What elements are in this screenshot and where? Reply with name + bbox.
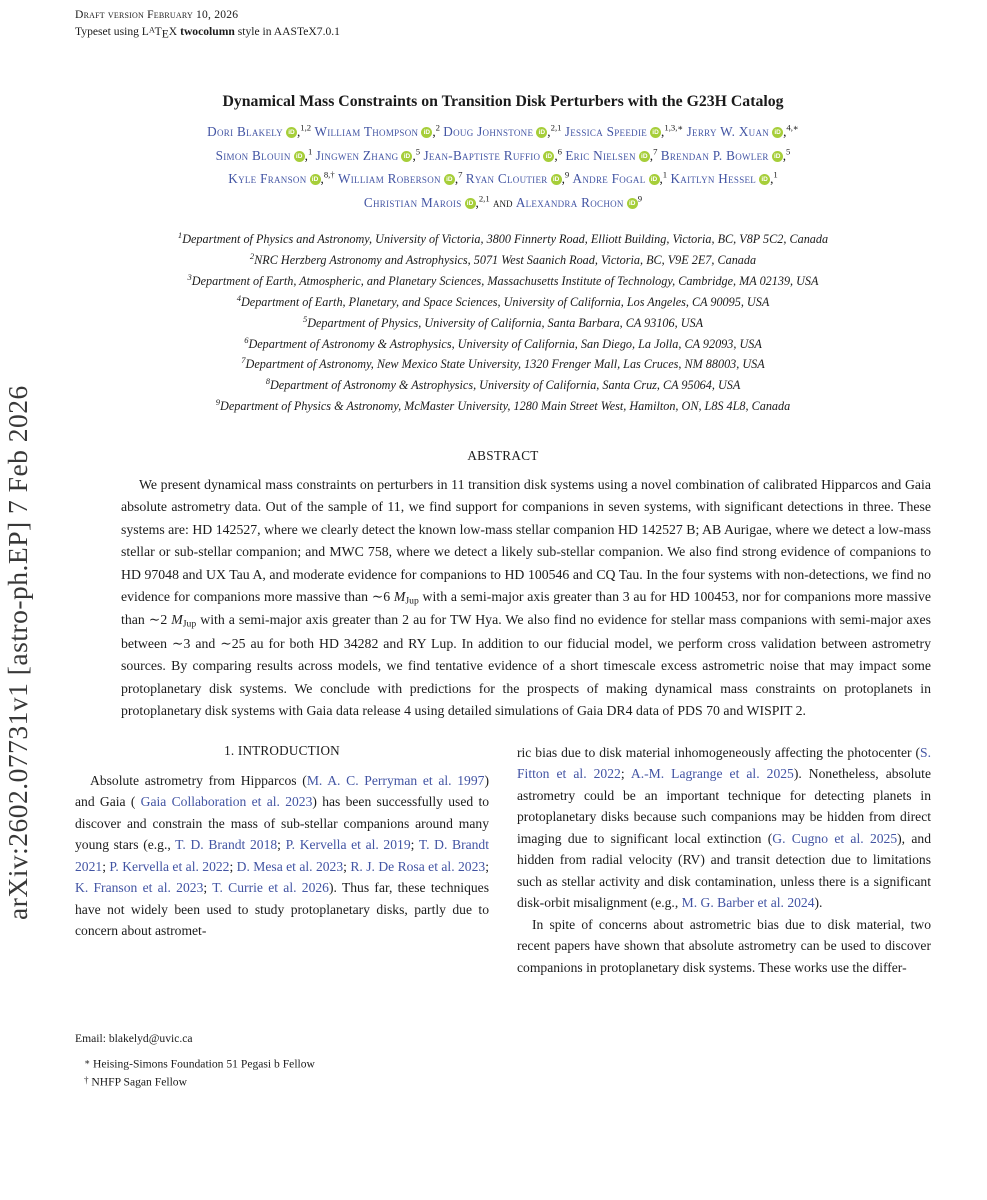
- author-name: Ryan Cloutier: [465, 171, 548, 187]
- author-entry: [443, 124, 561, 139]
- affiliation-item: [75, 375, 931, 396]
- affiliation-number: 1: [177, 230, 183, 241]
- author-name: Jingwen Zhang: [315, 147, 399, 163]
- text-segment: T: [154, 24, 162, 38]
- typeset-line: [75, 24, 931, 43]
- affiliation-number: 6: [244, 334, 249, 345]
- author-separator: ,: [783, 124, 787, 140]
- citation-link[interactable]: T. D. Brandt 2021: [75, 837, 490, 874]
- affiliation-text: NRC Herzberg Astronomy and Astrophysics, 5071 West Saanich Road, Victoria, BC, V9E 2E7, Canada: [254, 253, 757, 268]
- author-entry: [670, 171, 777, 186]
- text-segment: M: [171, 612, 183, 628]
- text-segment: E: [161, 27, 169, 41]
- orcid-icon[interactable]: iD: [650, 127, 661, 138]
- text-segment: ;: [343, 858, 351, 874]
- text-segment: X: [168, 24, 181, 38]
- orcid-icon[interactable]: iD: [639, 151, 650, 162]
- intro-paragraph-2: [517, 914, 931, 979]
- author-name: Kyle Franson: [228, 171, 307, 187]
- author-separator: ,: [782, 147, 786, 163]
- affiliation-item: [75, 292, 931, 313]
- author-affil-sup: 1,3,∗: [664, 123, 684, 134]
- author-list: [75, 120, 931, 214]
- author-name: William Thompson: [314, 124, 419, 140]
- author-affil-sup: 1,2: [300, 123, 312, 134]
- author-entry: [661, 148, 791, 163]
- right-column: [517, 742, 931, 1095]
- author-name: Kaitlyn Hessel: [670, 171, 757, 187]
- text-segment: ). Nonetheless, absolute astrometry could be an important technique for detecting planets in protoplanetary disks because such companions may be hidden from direct imaging due to significant local extinction (: [517, 766, 931, 846]
- text-segment: twocolumn: [180, 24, 235, 38]
- citation-link[interactable]: A.-M. Lagrange et al. 2025: [630, 766, 794, 782]
- author-separator: ,: [661, 124, 665, 140]
- author-name: William Roberson: [338, 171, 441, 187]
- author-name: Andre Fogal: [572, 171, 646, 187]
- author-affil-sup: 9: [564, 170, 570, 181]
- author-separator: ,: [475, 194, 479, 210]
- affiliation-list: [75, 229, 931, 416]
- affiliation-item: [75, 313, 931, 334]
- author-affil-sup: 7: [653, 146, 658, 157]
- author-separator: ,: [320, 171, 324, 187]
- author-entry: [316, 148, 421, 163]
- author-affil-sup: 5: [786, 146, 791, 157]
- text-segment: ) has been successfully used to discover and constrain the mass of sub-stellar companions around many young stars (e.g.,: [75, 794, 490, 853]
- author-line-1: [75, 120, 931, 144]
- citation-link[interactable]: K. Franson et al. 2023: [75, 880, 204, 896]
- affiliation-item: [75, 396, 931, 417]
- citation-link[interactable]: P. Kervella et al. 2019: [285, 837, 411, 853]
- affiliation-number: 4: [236, 292, 241, 303]
- orcid-icon[interactable]: iD: [444, 174, 455, 185]
- orcid-icon[interactable]: iD: [772, 151, 783, 162]
- author-affil-sup: 6: [557, 146, 563, 157]
- citation-link[interactable]: P. Kervella et al. 2022: [109, 858, 230, 874]
- author-separator: ,: [547, 124, 551, 140]
- affiliation-item: [75, 271, 931, 292]
- author-entry: [573, 171, 668, 186]
- orcid-icon[interactable]: iD: [649, 174, 660, 185]
- text-segment: with a semi-major axis greater than 3 au for HD 100453, nor for companions more massive than ∼2: [121, 589, 931, 628]
- text-segment: ). Thus far, these techniques have not widely been used to study protoplanetary disks, partly due to concern about astromet-: [75, 880, 489, 939]
- author-affil-sup: 7: [458, 170, 463, 181]
- citation-link[interactable]: Gaia Collaboration et al. 2023: [140, 794, 313, 810]
- draft-version-line: Draft version February 10, 2026: [75, 8, 239, 21]
- author-entry: [216, 148, 313, 163]
- affiliation-text: Department of Astronomy & Astrophysics, University of California, Santa Cruz, CA 95064, USA: [269, 378, 741, 393]
- author-entry: [565, 124, 684, 139]
- author-affil-sup: 4,∗: [786, 123, 799, 134]
- author-name: Eric Nielsen: [565, 147, 636, 163]
- author-separator: ,: [412, 147, 416, 163]
- orcid-icon[interactable]: iD: [310, 174, 321, 185]
- author-name: Jerry W. Xuan: [686, 124, 770, 140]
- text-segment: ;: [277, 837, 286, 853]
- author-entry: [207, 124, 311, 139]
- text-segment: ), and hidden from radial velocity (RV) and transit detection due to limitations such as stellar activity and disk contamination, unless there is a significant disk-orbit misalignment (e.g.,: [517, 830, 931, 911]
- citation-link[interactable]: T. D. Brandt 2018: [175, 837, 278, 853]
- author-separator: ,: [561, 171, 565, 187]
- text-segment: ) and Gaia (: [75, 772, 489, 810]
- affiliation-number: 5: [302, 313, 308, 324]
- author-affil-sup: 2,1: [550, 123, 562, 134]
- citation-link[interactable]: S. Fitton et al. 2022: [517, 744, 931, 782]
- affiliation-text: Department of Earth, Atmospheric, and Planetary Sciences, Massachusetts Institute of Technology, Cambridge, MA 02139, USA: [191, 274, 819, 289]
- text-segment: Typeset using L: [75, 24, 149, 38]
- author-separator: ,: [649, 147, 654, 163]
- left-column: [75, 742, 489, 1095]
- text-segment: We present dynamical mass constraints on perturbers in 11 transition disk systems using a novel combination of calibrated Hipparcos and Gaia absolute astrometry data. Out of the sample of 11, we find support for companions in seven systems, with significant detections in three. These systems are: HD 142527, where we clearly detect the known low-mass stellar companion HD 142527 B; AB Aurigae, where we detect a low-mass stellar or sub-stellar companion; and MWC 758, where we detect a likely sub-stellar companion. We also find strong evidence of companions to HD 97048 and UX Tau A, and moderate evidence for companions to HD 100546 and CQ Tau. In the four systems with non-detections, we find no evidence for companions more massive than ∼6: [121, 476, 931, 605]
- author-name: Simon Blouin: [215, 147, 291, 163]
- orcid-icon[interactable]: iD: [286, 127, 297, 138]
- intro-paragraph-1-continued: [517, 742, 931, 914]
- text-segment: ;: [203, 880, 213, 896]
- author-affil-sup: 1: [773, 170, 778, 181]
- text-segment: ;: [620, 766, 631, 782]
- author-line-4: [75, 191, 931, 215]
- author-name: Brendan P. Bowler: [660, 147, 769, 163]
- footnote-text: NHFP Sagan Fellow: [88, 1075, 187, 1089]
- two-column-body: [75, 742, 931, 1095]
- author-entry: [423, 148, 562, 163]
- orcid-icon[interactable]: iD: [759, 174, 770, 185]
- text-segment: A: [148, 25, 155, 35]
- text-segment: In spite of concerns about astrometric bias due to disk material, two recent papers have shown that absolute astrometry can be used to discover companions in protoplanetary disk systems. These works use the differ-: [517, 916, 931, 975]
- orcid-icon[interactable]: iD: [465, 198, 476, 209]
- orcid-icon[interactable]: iD: [627, 198, 638, 209]
- affiliation-item: [75, 250, 931, 271]
- orcid-icon[interactable]: iD: [543, 151, 554, 162]
- orcid-icon[interactable]: iD: [551, 174, 562, 185]
- text-segment: Absolute astrometry from Hipparcos (: [90, 772, 307, 788]
- affiliation-number: 2: [249, 251, 255, 262]
- author-separator: ,: [659, 171, 663, 187]
- page-content: [75, 0, 931, 1095]
- author-separator: ,: [296, 124, 301, 140]
- orcid-icon[interactable]: iD: [294, 151, 305, 162]
- abstract-text: [121, 474, 931, 723]
- intro-paragraph-1: [75, 770, 489, 942]
- author-name: Doug Johnstone: [443, 124, 534, 140]
- footnote-block: [75, 1030, 489, 1095]
- author-separator: ,: [770, 171, 774, 187]
- footnote-marker: †: [84, 1075, 89, 1086]
- affiliation-number: 9: [215, 397, 221, 408]
- author-line-2: [75, 144, 931, 168]
- author-affil-sup: 1: [307, 146, 313, 157]
- author-affil-sup: 5: [415, 146, 421, 157]
- text-segment: ;: [229, 858, 237, 874]
- affiliation-text: Department of Earth, Planetary, and Space Sciences, University of California, Los Angeles, CA 90095, USA: [240, 295, 770, 309]
- citation-link[interactable]: T. Currie et al. 2026: [212, 880, 329, 896]
- orcid-icon[interactable]: iD: [772, 127, 783, 138]
- author-entry: [466, 171, 569, 186]
- citation-link[interactable]: R. J. De Rosa et al. 2023: [350, 858, 486, 874]
- author-entry: [228, 171, 334, 186]
- text-segment: ).: [814, 895, 823, 911]
- draft-header: [75, 7, 931, 43]
- arxiv-watermark: arXiv:2602.07731v1 [astro-ph.EP] 7 Feb 2026: [2, 385, 33, 920]
- author-name: Dori Blakely: [207, 124, 283, 140]
- author-name: Jessica Speedie: [564, 124, 648, 140]
- footnote-marker: ∗: [84, 1056, 91, 1067]
- text-segment: style in AASTeX7.0.1: [234, 24, 340, 38]
- text-segment: Jup: [182, 618, 197, 630]
- author-line-3: [75, 167, 931, 191]
- footnote-item: [75, 1073, 489, 1092]
- affiliation-text: Department of Physics & Astronomy, McMaster University, 1280 Main Street West, Hamilton, ON, L8S 4L8, Canada: [220, 399, 791, 414]
- affiliation-text: Department of Astronomy, New Mexico State University, 1320 Frenger Mall, Las Cruces, NM 88003, USA: [245, 357, 765, 372]
- text-segment: ;: [410, 837, 419, 853]
- section-heading: 1. INTRODUCTION: [224, 742, 340, 758]
- affiliation-item: [75, 354, 931, 375]
- footnote-text: Heising-Simons Foundation 51 Pegasi b Fellow: [90, 1057, 315, 1071]
- author-name: Jean-Baptiste Ruffio: [423, 147, 541, 163]
- author-separator: ,: [432, 124, 436, 140]
- affiliation-number: 3: [187, 272, 192, 283]
- and-word: and: [493, 194, 516, 210]
- citation-link[interactable]: M. G. Barber et al. 2024: [681, 895, 815, 911]
- author-entry: [314, 124, 440, 139]
- author-separator: ,: [454, 171, 459, 187]
- author-affil-sup: 2,1: [478, 193, 490, 204]
- orcid-icon[interactable]: iD: [536, 127, 547, 138]
- author-entry: [516, 195, 642, 210]
- author-separator: ,: [304, 147, 308, 163]
- paper-title: Dynamical Mass Constraints on Transition Disk Perturbers with the G23H Catalog: [222, 93, 784, 111]
- email-link[interactable]: blakelyd@uvic.ca: [108, 1031, 193, 1045]
- author-entry: [565, 148, 657, 163]
- text-segment: with a semi-major axis greater than 2 au for TW Hya. We also find no evidence for stellar mass companions with semi-major axes between ∼3 and ∼25 au for both HD 34282 and RY Lup. In addition to our fiducial model, we perform cross validation between astrometry sources. By comparing results across models, we find tentative evidence of a short timescale excess astrometric noise that may impact some protoplanetary disk systems. We conclude with predictions for the prospects of making dynamical mass constraints on protoplanets in protoplanetary disk systems with Gaia data release 4 using detailed simulations of Gaia DR4 data of PDS 70 and WISPIT 2.: [121, 612, 931, 719]
- author-entry: [338, 171, 463, 186]
- orcid-icon[interactable]: iD: [401, 151, 412, 162]
- author-name: Christian Marois: [363, 194, 462, 210]
- text-segment: ric bias due to disk material inhomogeneously affecting the photocenter (: [517, 744, 921, 760]
- author-separator: ,: [554, 147, 558, 163]
- author-affil-sup: 2: [435, 123, 440, 134]
- author-entry: [364, 195, 490, 210]
- email-label: Email:: [75, 1031, 109, 1045]
- author-affil-sup: 9: [637, 193, 643, 204]
- affiliation-number: 8: [265, 376, 270, 387]
- text-segment: Jup: [405, 595, 419, 607]
- citation-link[interactable]: M. A. C. Perryman et al. 1997: [306, 772, 485, 788]
- text-segment: M: [393, 589, 406, 605]
- affiliation-item: [75, 229, 931, 250]
- affiliation-number: 7: [241, 355, 246, 366]
- citation-link[interactable]: G. Cugno et al. 2025: [772, 830, 898, 846]
- email-line: [75, 1030, 489, 1048]
- text-segment: ;: [485, 858, 489, 874]
- text-segment: ;: [102, 858, 110, 874]
- author-name: Alexandra Rochon: [515, 194, 624, 210]
- footnote-item: [75, 1055, 489, 1074]
- citation-link[interactable]: D. Mesa et al. 2023: [236, 858, 344, 874]
- orcid-icon[interactable]: iD: [421, 127, 432, 138]
- abstract-heading: ABSTRACT: [467, 447, 539, 463]
- author-entry: [687, 124, 799, 139]
- affiliation-text: Department of Astronomy & Astrophysics, University of California, San Diego, La Jolla, CA 92093, USA: [248, 336, 762, 351]
- affiliation-item: [75, 334, 931, 355]
- affiliation-text: Department of Physics and Astronomy, University of Victoria, 3800 Finnerty Road, Elliott Building, Victoria, BC, V8P 5C2, Canada: [182, 232, 829, 247]
- author-affil-sup: 8,†: [323, 170, 335, 181]
- author-affil-sup: 1: [662, 170, 668, 181]
- affiliation-text: Department of Physics, University of California, Santa Barbara, CA 93106, USA: [307, 315, 704, 330]
